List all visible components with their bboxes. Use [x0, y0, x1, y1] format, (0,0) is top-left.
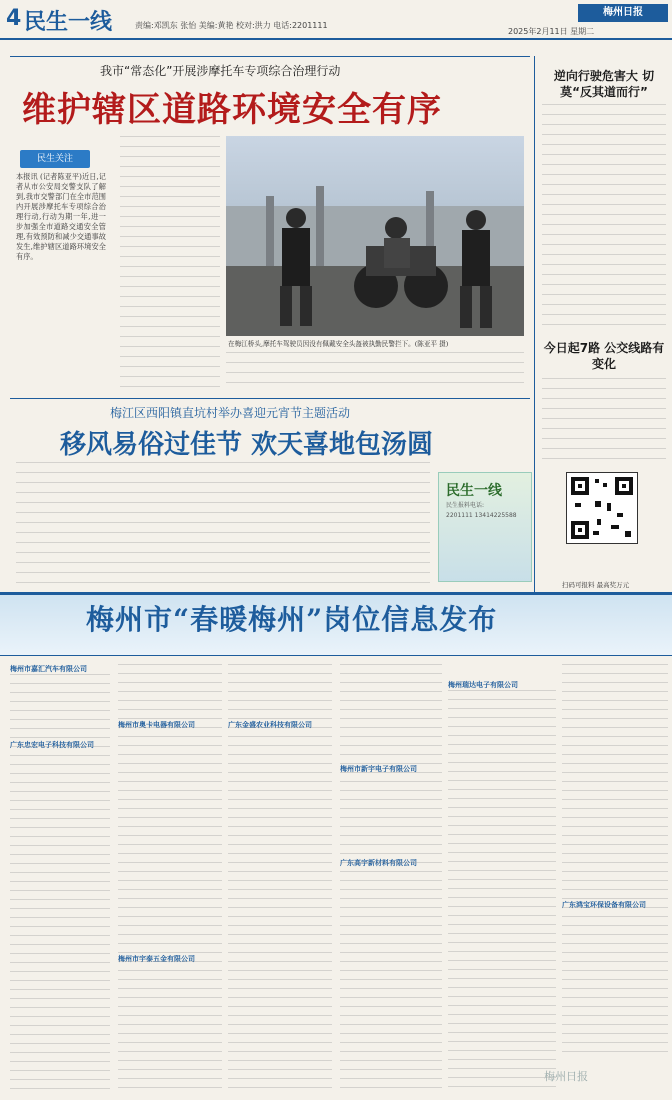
jobs-column-2 — [118, 664, 222, 1094]
company-name: 广东金盛农业科技有限公司 — [228, 721, 312, 729]
jobs-headline: 梅州市“春暖梅州”岗位信息发布 — [86, 603, 498, 636]
company-name: 梅州市奥卡电器有限公司 — [118, 721, 195, 729]
company-name: 广东忠宏电子科技有限公司 — [10, 741, 94, 749]
mid-story-subtitle: 梅江区西阳镇直坑村举办喜迎元宵节主题活动 — [110, 406, 351, 420]
jobs-column-5 — [448, 690, 556, 1094]
photo-caption: 在梅江桥头,摩托车驾驶员因没有佩戴安全头盔被执勤民警拦下。(陈亚平 摄) — [228, 340, 449, 348]
hotline-ad-numbers: 2201111 13414225588 — [446, 512, 517, 519]
top-story-body: 本报讯 (记者陈亚平)近日,记者从市公安局交警支队了解到,我市交警部门在全市范围内开展涉摩托车专项综合治理行动,行动为期一年,进一步加强全市道路交通安全管理,有效预防和减少交通事故发生,维护辖区道路环境安全有序。 — [16, 172, 106, 261]
top-story-body-col3 — [226, 352, 524, 392]
top-story-subtitle: 我市“常态化”开展涉摩托车专项综合治理行动 — [100, 64, 341, 78]
section-title: 民生一线 — [24, 10, 113, 35]
company-name: 广东鸿宝环保设备有限公司 — [562, 901, 646, 909]
jobs-column-6 — [562, 664, 668, 1054]
right-story-body1 — [542, 104, 666, 334]
story-tag: 民生关注 — [20, 150, 90, 168]
hotline-ad-label: 民生报料电话: — [446, 502, 485, 509]
right-headline-bus-route: 今日起7路 公交线路有变化 — [543, 341, 665, 371]
jobs-column-1 — [10, 674, 110, 1094]
right-story-body2 — [542, 378, 666, 466]
qr-code-icon[interactable] — [566, 472, 638, 544]
news-photo — [226, 136, 524, 336]
right-headline-wrong-way: 逆向行驶危害大 切莫“反其道而行” — [553, 69, 655, 99]
company-name: 广东高宇新材料有限公司 — [340, 859, 417, 867]
qr-pattern-icon — [567, 473, 637, 543]
jobs-column-3 — [228, 664, 332, 1094]
company-name: 梅州瑞达电子有限公司 — [448, 681, 518, 689]
column-divider — [534, 56, 535, 592]
watermark: 梅州日报 — [544, 1070, 588, 1083]
top-story-headline: 维护辖区道路环境安全有序 — [22, 90, 442, 130]
masthead-logo: 梅州日报 — [578, 4, 668, 22]
qr-caption: 扫码可报料 最高奖万元 — [562, 581, 630, 589]
company-name: 梅州市宇泰五金有限公司 — [118, 955, 195, 963]
jobs-column-4 — [340, 664, 442, 1094]
top-story-body-col2 — [120, 136, 220, 390]
company-name: 梅州市嘉汇汽车有限公司 — [10, 665, 87, 673]
top-rule — [10, 56, 530, 57]
mid-story-headline: 移风易俗过佳节 欢天喜地包汤圆 — [60, 430, 434, 460]
mid-story-body — [16, 462, 430, 588]
editors-line: 责编:邓凯东 张怡 美编:黄艳 校对:洪力 电话:2201111 — [135, 21, 328, 30]
hotline-ad-title: 民生一线 — [446, 483, 502, 499]
page-number: 4 — [6, 6, 22, 31]
photo-illustration-icon — [226, 136, 524, 336]
issue-date: 2025年2月11日 星期二 — [508, 27, 595, 36]
mid-rule — [10, 398, 530, 399]
company-name: 梅州市新宇电子有限公司 — [340, 765, 417, 773]
